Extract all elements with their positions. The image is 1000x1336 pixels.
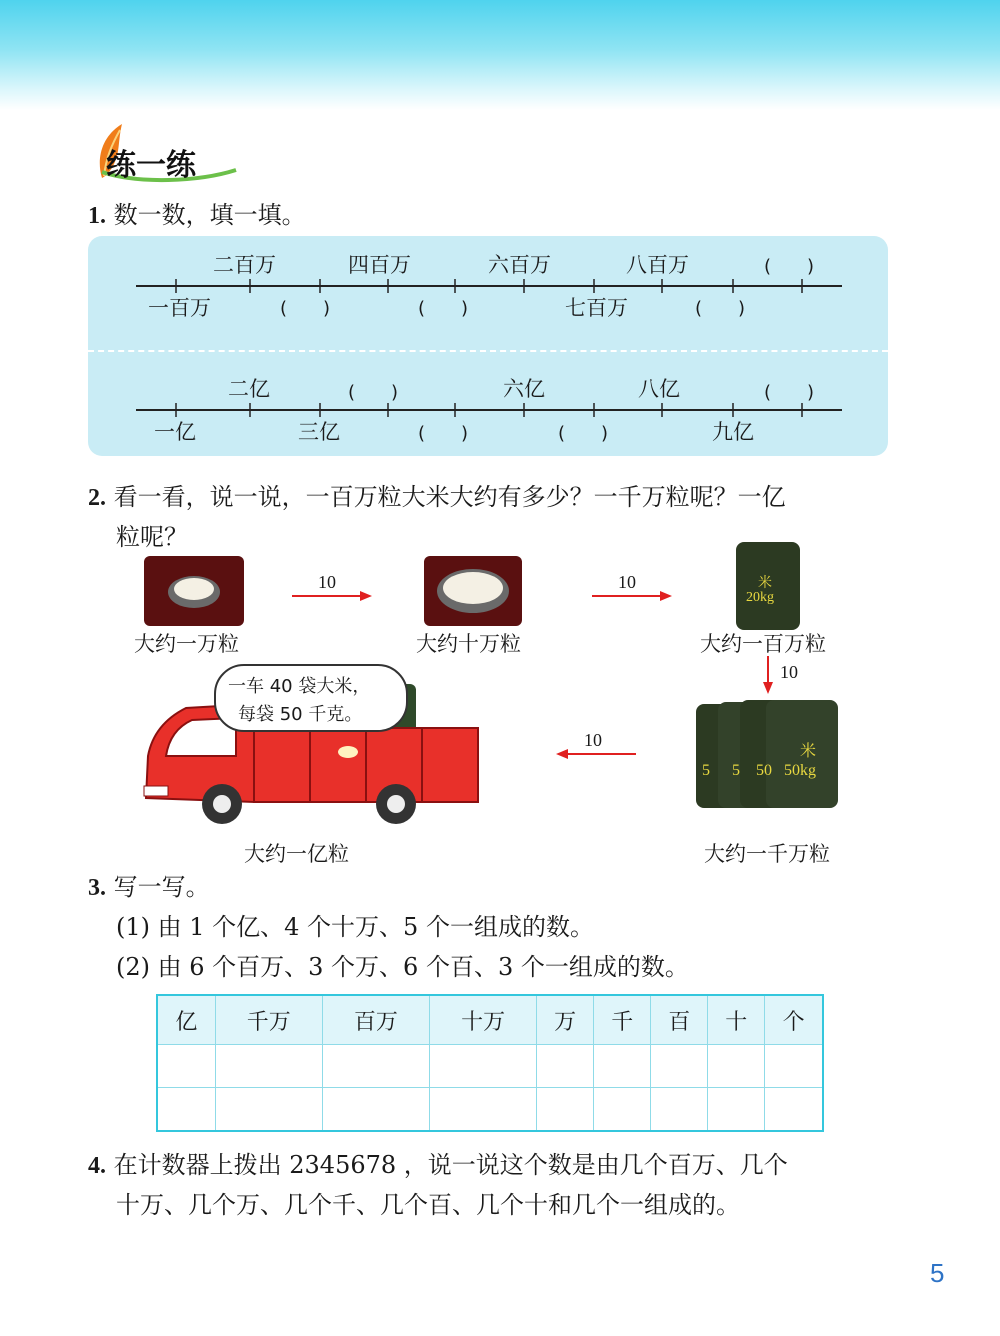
- answer-cell[interactable]: [651, 1045, 708, 1088]
- question-4-line2: 十万、几个万、几个千、几个百、几个十和几个一组成的。: [116, 1191, 740, 1219]
- bag-label-partial: 50: [756, 762, 772, 779]
- column-header: 千: [594, 995, 651, 1045]
- page-number: 5: [930, 1258, 945, 1288]
- arrow-label: 10: [318, 572, 336, 592]
- question-text: 写一写。: [113, 873, 210, 901]
- caption: 大约十万粒: [416, 632, 521, 656]
- column-header: 百万: [322, 995, 429, 1045]
- bag-label: 米: [758, 575, 772, 591]
- answer-cell[interactable]: [322, 1088, 429, 1132]
- answer-cell[interactable]: [651, 1088, 708, 1132]
- column-header: 万: [537, 995, 594, 1045]
- blank-answer[interactable]: ( ): [348, 382, 399, 403]
- table-row: [157, 1088, 823, 1132]
- caption: 大约一万粒: [134, 632, 239, 656]
- column-header: 十: [708, 995, 765, 1045]
- rice-bowl-large-image: [424, 556, 522, 626]
- tick-label: 九亿: [712, 420, 754, 444]
- question-3: [88, 870, 210, 905]
- tick-label: 六百万: [488, 253, 551, 277]
- question-4: [88, 1148, 788, 1183]
- question-2: [88, 480, 786, 515]
- rice-bags-50kg-image: [696, 700, 838, 810]
- column-header: 亿: [157, 995, 215, 1045]
- caption: 大约一千万粒: [704, 842, 830, 866]
- tick-label: 八百万: [626, 253, 689, 277]
- column-header: 千万: [215, 995, 322, 1045]
- answer-cell[interactable]: [537, 1045, 594, 1088]
- question-number: 4.: [88, 1153, 106, 1179]
- rice-bag-20kg-image: [736, 542, 800, 630]
- answer-cell[interactable]: [708, 1045, 765, 1088]
- tick-label: 六亿: [503, 377, 545, 401]
- arrow-left-icon: [552, 746, 638, 762]
- blank-answer[interactable]: ( ): [418, 298, 469, 319]
- caption: 大约一亿粒: [244, 842, 349, 866]
- answer-cell[interactable]: [430, 1045, 537, 1088]
- arrow-right-icon: [590, 588, 676, 604]
- question-text: 在计数器上拨出 2345678 ，说一说这个数是由几个百万、几个: [113, 1151, 788, 1179]
- tick-label: 一亿: [154, 420, 196, 444]
- answer-cell[interactable]: [708, 1088, 765, 1132]
- section-title-text: 练一练: [106, 148, 196, 183]
- column-header: 十万: [430, 995, 537, 1045]
- answer-cell[interactable]: [594, 1088, 651, 1132]
- arrow-label: 10: [584, 730, 602, 750]
- bubble-text: 一车 40 袋大米，: [228, 676, 371, 697]
- arrow-right-icon: [290, 588, 376, 604]
- place-value-table: [156, 994, 824, 1132]
- column-header: 个: [765, 995, 823, 1045]
- bag-label: 米: [800, 741, 817, 760]
- bag-label-partial: 5: [702, 762, 710, 779]
- blank-answer[interactable]: ( ): [280, 298, 331, 319]
- arrow-down-icon: [760, 656, 776, 696]
- answer-cell[interactable]: [157, 1088, 215, 1132]
- answer-cell[interactable]: [430, 1088, 537, 1132]
- number-line-axes: [0, 0, 1000, 460]
- answer-cell[interactable]: [215, 1045, 322, 1088]
- bubble-text: 每袋 50 千克。: [238, 704, 363, 725]
- question-3-part-2: (2) 由 6 个百万、3 个万、6 个百、3 个一组成的数。: [116, 953, 689, 981]
- question-text: 看一看，说一说，一百万粒大米大约有多少？一千万粒呢？一亿: [113, 483, 786, 511]
- bag-weight: 20kg: [746, 590, 774, 605]
- question-number: 1.: [88, 203, 106, 229]
- caption: 大约一百万粒: [700, 632, 826, 656]
- answer-cell[interactable]: [215, 1088, 322, 1132]
- blank-answer[interactable]: ( ): [764, 382, 815, 403]
- question-number: 2.: [88, 485, 106, 511]
- answer-cell[interactable]: [322, 1045, 429, 1088]
- arrow-label: 10: [780, 662, 798, 682]
- arrow-label: 10: [618, 572, 636, 592]
- question-text: 数一数，填一填。: [113, 201, 306, 229]
- bag-label-partial: 5: [732, 762, 740, 779]
- table-header-row: [157, 995, 823, 1045]
- question-2-line2: 粒呢？: [116, 523, 188, 551]
- tick-label: 四百万: [348, 253, 411, 277]
- blank-answer[interactable]: ( ): [558, 423, 609, 444]
- blank-answer[interactable]: ( ): [764, 256, 815, 277]
- tick-label: 八亿: [638, 377, 680, 401]
- blank-answer[interactable]: ( ): [695, 298, 746, 319]
- question-number: 3.: [88, 875, 106, 901]
- tick-label: 一百万: [148, 296, 211, 320]
- tick-label: 二亿: [228, 377, 270, 401]
- answer-cell[interactable]: [765, 1045, 823, 1088]
- answer-cell[interactable]: [157, 1045, 215, 1088]
- table-row: [157, 1045, 823, 1088]
- tick-label: 七百万: [565, 296, 628, 320]
- column-header: 百: [651, 995, 708, 1045]
- blank-answer[interactable]: ( ): [418, 423, 469, 444]
- question-3-part-1: (1) 由 1 个亿、4 个十万、5 个一组成的数。: [116, 913, 594, 941]
- tick-label: 三亿: [298, 420, 340, 444]
- speech-bubble: [214, 664, 408, 732]
- tick-label: 二百万: [213, 253, 276, 277]
- bag-weight: 50kg: [784, 762, 816, 779]
- answer-cell[interactable]: [594, 1045, 651, 1088]
- answer-cell[interactable]: [765, 1088, 823, 1132]
- answer-cell[interactable]: [537, 1088, 594, 1132]
- rice-bowl-small-image: [144, 556, 244, 626]
